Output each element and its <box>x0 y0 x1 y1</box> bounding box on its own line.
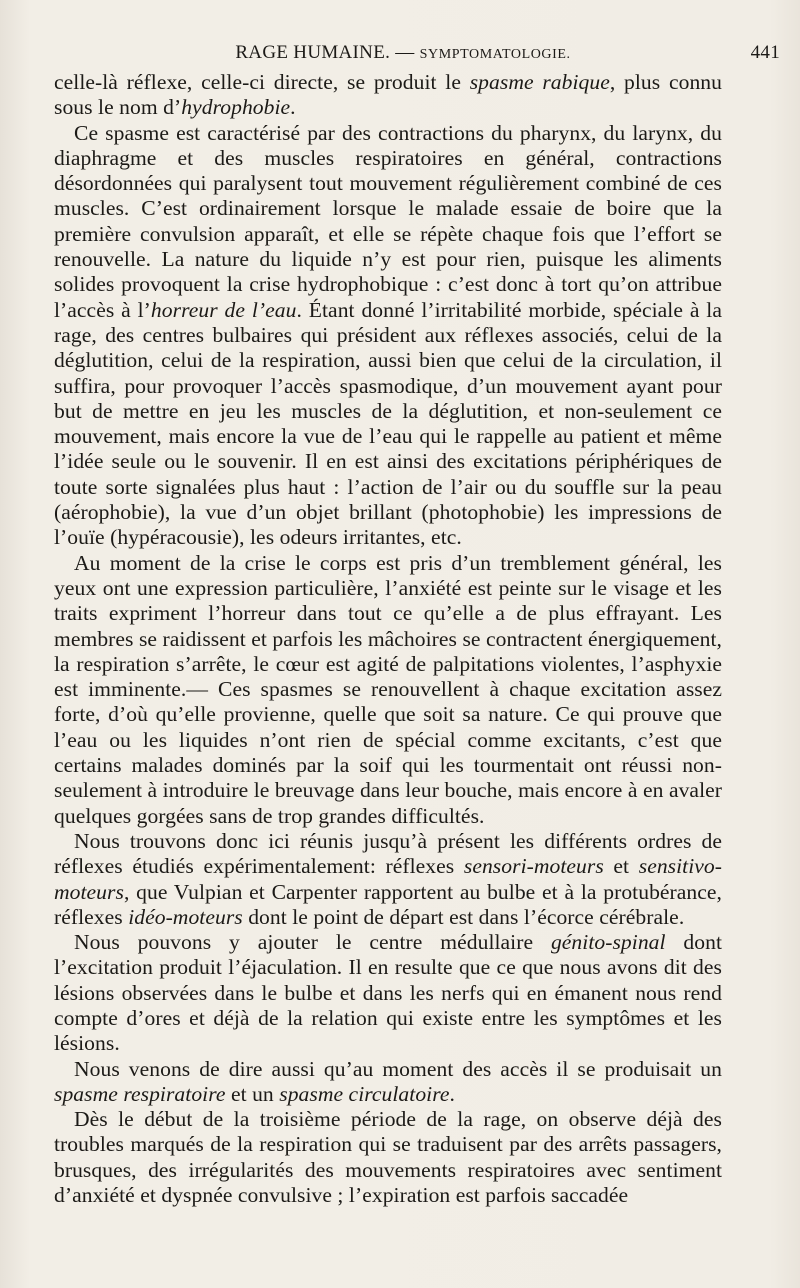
italic-term: hydrophobie <box>181 95 291 120</box>
running-header <box>54 38 780 70</box>
section-title: SYMPTOMATOLOGIE. <box>419 47 571 62</box>
paragraph <box>54 551 722 829</box>
italic-term: idéo-moteurs <box>128 904 243 929</box>
italic-term: sensitivo-moteurs <box>54 854 722 904</box>
text-run: . <box>290 95 296 120</box>
running-title <box>54 42 722 64</box>
text-run: . <box>449 1081 455 1106</box>
italic-term: spasme circulatoire <box>279 1081 450 1106</box>
text-run: dont le point de départ est dans l’écorce cérébrale. <box>242 904 685 929</box>
title-dash: — <box>395 42 415 63</box>
text-run: dont l’excitation produit l’éjaculation. Il en resulte que ce que nous avons dit des lésions observées dans le bulbe et dans les nerfs qui en émanent nous rend compte d’ores et déjà de la relation qui existe entre les symptômes et les lésions. <box>54 930 722 1056</box>
text-run: Au moment de la crise le corps est pris d’un tremblement général, les yeux ont une expression particulière, l’anxiété est peinte sur le visage et les traits expriment l’horreur dans tout ce qu’elle a de plus effrayant. Les membres se raidissent et parfois les mâchoires se contractent énergiquement, la respiration s’arrête, le cœur est agité de palpitations violentes, l’asphyxie est imminente.— Ces spasmes se renouvellent à chaque excitation assez forte, d’où qu’elle provienne, quelle que soit sa nature. Ce qui prouve que l’eau ou les liquides n’ont rien de spécial comme excitants, c’est que certains malades dominés par la soif qui les tourmentait ont réussi non-seulement à introduire le breuvage dans leur bouche, mais encore à en avaler quelques gorgées sans de trop grandes difficultés. <box>54 550 722 828</box>
paragraph <box>54 930 722 1056</box>
paragraph <box>54 1057 722 1108</box>
paragraph <box>54 1107 722 1208</box>
italic-term: spasme respiratoire <box>54 1081 226 1106</box>
paragraph <box>54 829 722 930</box>
text-run: Ce spasme est caractérisé par des contractions du pharynx, du larynx, du diaphragme et des muscles respiratoires en général, contractions désordonnées qui paralysent tout mouvement régulièrement combiné de ces muscles. C’est ordinairement lorsque le malade essaie de boire que la première convulsion apparaît, et elle se répète chaque fois que l’effort se renouvelle. La nature du liquide n’y est pour rien, puisque les aliments solides provoquent la crise hydrophobique : c’est donc à tort qu’on attribue l’accès à l’ <box>54 120 722 322</box>
italic-term: sensori-moteurs <box>463 854 604 879</box>
italic-term: horreur de l’eau <box>150 297 297 322</box>
paragraph <box>54 70 722 121</box>
text-run: , plus connu sous le nom d’ <box>54 70 722 120</box>
paragraph <box>54 121 722 551</box>
page-number: 441 <box>750 42 780 63</box>
body-text <box>54 70 722 1208</box>
text-run: Nous venons de dire aussi qu’au moment des accès il se produisait un <box>74 1056 722 1081</box>
text-run: et un <box>225 1081 280 1106</box>
text-run: . Étant donné l’irritabilité morbide, spéciale à la rage, des centres bulbaires qui président aux réflexes associés, celui de la déglutition, celui de la respiration, aussi bien que celui de la circulation, il suffira, pour provoquer l’accès spasmodique, d’un mouvement ayant pour but de mettre en jeu les muscles de la déglutition, et non-seulement ce mouvement, mais encore la vue de l’eau qui le rappelle au patient et même l’idée seule ou le souvenir. Il en est ainsi des excitations périphériques de toute sorte signalées plus haut : l’action de l’air ou du souffle sur la peau (aérophobie), la vue d’un objet brillant (photophobie) les impressions de l’ouïe (hypéracousie), les odeurs irritantes, etc. <box>54 297 722 550</box>
text-run: , que Vulpian et Carpenter rapportent au bulbe et à la protubérance, réflexes <box>54 879 722 929</box>
chapter-title: RAGE HUMAINE. <box>235 42 391 63</box>
text-run: et <box>603 854 639 879</box>
text-run: Nous trouvons donc ici réunis jusqu’à présent les différents ordres de réflexes étudiés expérimentalement: réflexes <box>54 828 722 879</box>
italic-term: spasme rabique <box>469 70 610 94</box>
text-run: Nous pouvons y ajouter le centre médullaire <box>74 930 551 955</box>
text-run: celle-là réflexe, celle-ci directe, se produit le <box>54 70 470 94</box>
italic-term: génito-spinal <box>550 930 666 955</box>
text-run: Dès le début de la troisième période de la rage, on observe déjà des troubles marqués de la respiration qui se traduisent par des arrêts passagers, brusques, des irrégularités des mouvements respiratoires avec sentiment d’anxiété et dyspnée convulsive ; l’expiration est parfois saccadée <box>54 1107 722 1208</box>
